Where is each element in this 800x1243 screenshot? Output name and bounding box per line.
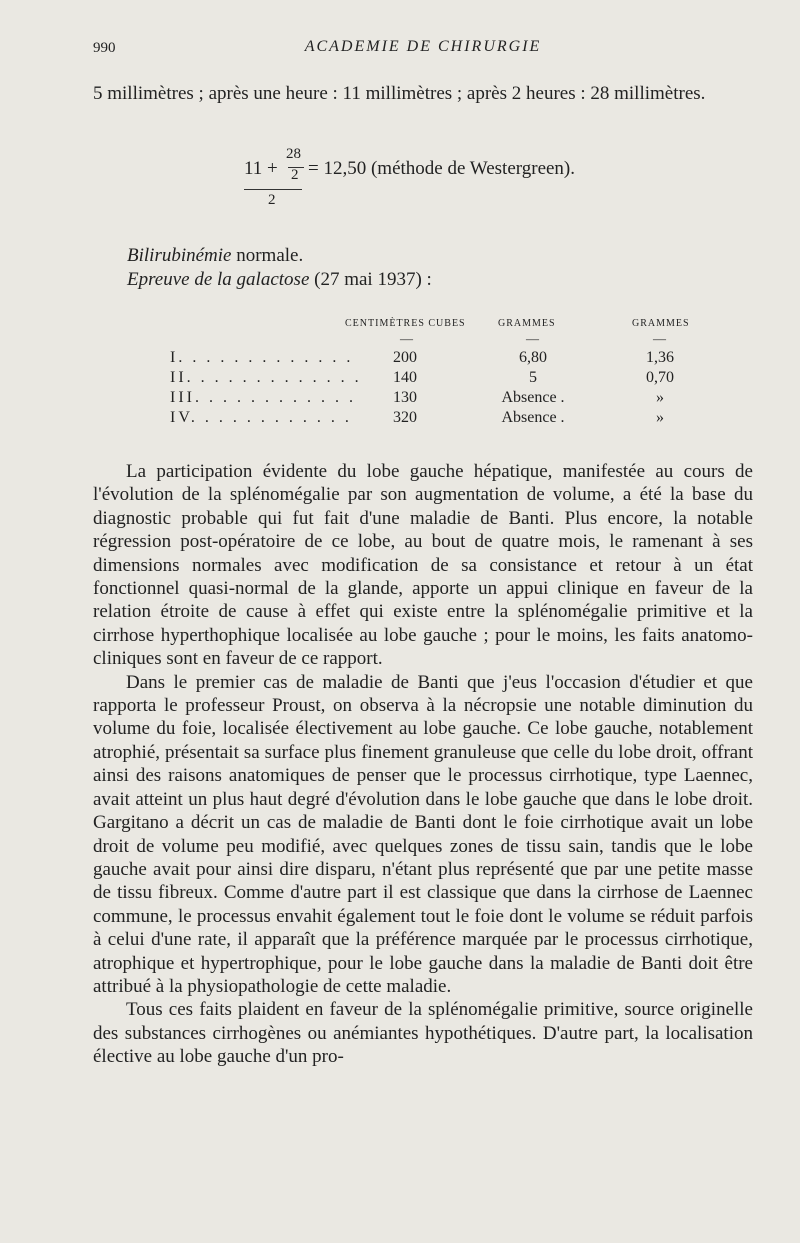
body-text [93,460,753,1069]
page-header [93,38,753,62]
row-volume: 140 [393,369,417,386]
table-row [170,389,710,409]
table-header-grams-2: GRAMMES [632,318,690,329]
row-grams-1: Absence . [501,389,565,406]
body-paragraph: La participation évidente du lobe gauche hépatique, manifestée au cours de l'évolution de la splénomégalie par son augmentation de volume, a été la base du diagnostic probable qui fut fait d'une maladie de Banti. Plus encore, la notable régression post-opératoire de ce lobe, au bout de quatre mois, le ramenant à ses dimensions normales avec modification de sa consistance et retour à un état fonctionnel quasi-normal de la glande, apporte un appui clinique en faveur de la relation étroite de cause à effet qui existe entre la splénomégalie primitive et la cirrhose hyperthophique localisée au lobe gauche ; pour le moins, les faits anatomo-cliniques sont en faveur de ce rapport. [93,461,753,670]
row-label: II. . . . . . . . . . . . . [170,369,362,386]
row-grams-2: » [656,409,664,426]
galactose-rest: (27 mai 1937) : [309,269,432,290]
table-header-volume: CENTIMÈTRES CUBES [345,318,466,329]
row-grams-2: » [656,389,664,406]
body-paragraph: Dans le premier cas de maladie de Banti que j'eus l'occasion d'étudier et que rapporta le professeur Proust, on observa à la nécropsie une notable diminution du volume du foie, localisée électivement au lobe gauche. Ce lobe gauche, notablement atrophié, présentait sa surface plus finement granuleuse que celle du lobe droit, offrant ainsi des raisons anatomiques de penser que le processus cirrhotique, type Laennec, avait atteint un plus haut degré d'évolution dans le lobe gauche que dans le lobe droit. Gargitano a décrit un cas de maladie de Banti dont le foie cirrhotique avait un lobe droit de volume peu modifié, avec quelques zones de tissu sain, tandis que le lobe gauche avait pour ainsi dire disparu, n'étant plus représenté que par une petite masse de tissu fibreux. Comme d'autre part il est classique que dans la cirrhose de Laennec commune, le processus envahit également tout le foie dont le volume se réduit parfois à celui d'une rate, il apparaît que la préférence marquée par le processus cirrhotique, atrophique et hypertrophique, pour le lobe gauche dans la maladie de Banti doit être attribué à la physiopathologie de cette maladie. [93,671,753,997]
row-volume: 130 [393,389,417,406]
row-grams-2: 0,70 [646,369,674,386]
galactose-term: Epreuve de la galactose [127,269,310,290]
table-header-grams-1: GRAMMES [498,318,556,329]
running-title: ACADEMIE DE CHIRURGIE [304,38,542,55]
table-row [170,409,710,429]
formula-main-bar [244,189,302,190]
row-grams-1: 5 [529,369,537,386]
opening-text [93,82,753,105]
formula-result: = 12,50 (méthode de Westergreen). [308,158,576,179]
page-number: 990 [93,40,116,56]
row-grams-1: Absence . [501,409,565,426]
formula-main-denominator: 2 [268,192,276,208]
opening-paragraph: 5 millimètres ; après une heure : 11 millimètres ; après 2 heures : 28 millimètres. [93,83,706,104]
formula-fraction-numerator: 28 [286,146,301,162]
row-volume: 320 [393,409,417,426]
table-header-dash: — [526,331,539,346]
bilirubin-rest: normale. [231,245,304,266]
esr-formula [244,146,664,216]
row-label: III. . . . . . . . . . . . [170,389,356,406]
bilirubin-line [127,245,303,267]
table-header-dash: — [653,331,666,346]
table-header-dash: — [400,331,413,346]
galactose-line [127,269,432,291]
row-volume: 200 [393,349,417,366]
row-grams-1: 6,80 [519,349,547,366]
table-row [170,369,710,389]
row-label: IV. . . . . . . . . . . . [170,409,352,426]
formula-fraction-denominator: 2 [291,167,299,183]
table-row [170,349,710,369]
row-label: I. . . . . . . . . . . . . [170,349,354,366]
body-paragraph: Tous ces faits plaident en faveur de la splénomégalie primitive, source originelle des substances cirrhogènes ou anémiantes hypothétiques. D'autre part, la localisation élective au lobe gauche d'un pro- [93,999,753,1068]
row-grams-2: 1,36 [646,349,674,366]
bilirubin-term: Bilirubinémie [127,245,232,266]
formula-lead: 11 + [244,158,278,179]
